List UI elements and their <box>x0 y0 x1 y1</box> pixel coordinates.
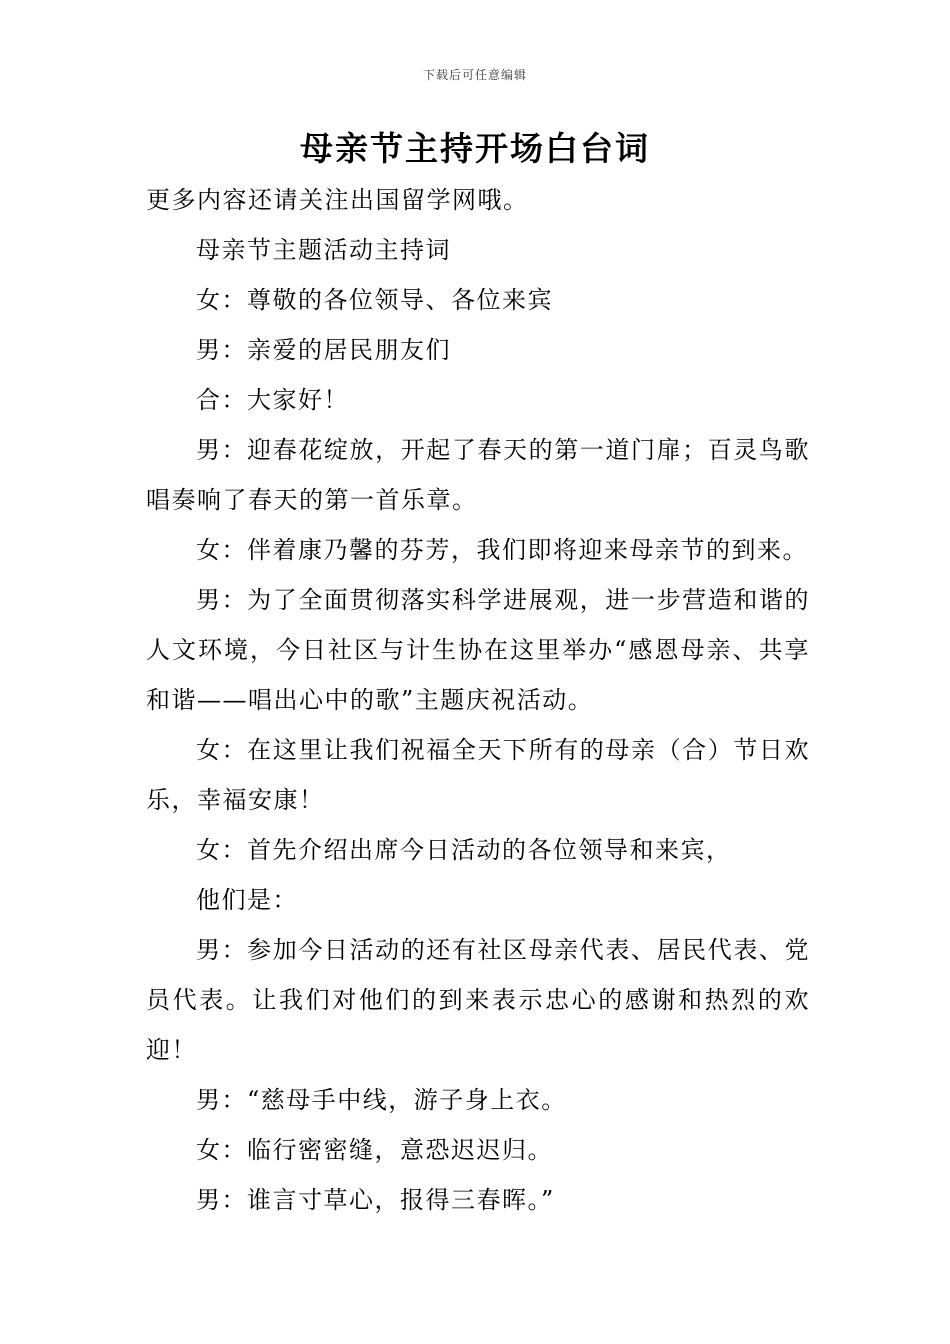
paragraph: 母亲节主题活动主持词 <box>196 236 451 264</box>
header-note: 下载后可任意编辑 <box>422 68 527 82</box>
paragraph: 女：伴着康乃馨的芬芳，我们即将迎来母亲节的到来。 <box>196 536 808 564</box>
paragraph: 男：迎春花绽放，开起了春天的第一道门扉；百灵鸟歌唱奏响了春天的第一首乐章。 <box>146 436 810 514</box>
paragraph: 女：在这里让我们祝福全天下所有的母亲（合）节日欢乐，幸福安康！ <box>146 736 810 814</box>
paragraph: 男：谁言寸草心，报得三春晖。” <box>196 1186 555 1214</box>
paragraph: 女：临行密密缝，意恐迟迟归。 <box>196 1136 553 1164</box>
document-title: 母亲节主持开场白台词 <box>300 129 650 168</box>
document-body <box>146 175 810 1225</box>
paragraph: 男：亲爱的居民朋友们 <box>196 336 451 364</box>
paragraph: 更多内容还请关注出国留学网哦。 <box>146 186 529 214</box>
paragraph: 男：“慈母手中线，游子身上衣。 <box>196 1086 567 1114</box>
paragraph: 合：大家好！ <box>196 386 349 414</box>
paragraph: 男：为了全面贯彻落实科学进展观，进一步营造和谐的人文环境，今日社区与计生协在这里举办“感恩母亲、共享和谐——唱出心中的歌”主题庆祝活动。 <box>146 586 810 714</box>
paragraph: 女：尊敬的各位领导、各位来宾 <box>196 286 553 314</box>
paragraph: 女：首先介绍出席今日活动的各位领导和来宾， <box>196 836 732 864</box>
paragraph: 他们是： <box>196 886 298 914</box>
paragraph: 男：参加今日活动的还有社区母亲代表、居民代表、党员代表。让我们对他们的到来表示忠心的感谢和热烈的欢迎！ <box>146 936 810 1064</box>
